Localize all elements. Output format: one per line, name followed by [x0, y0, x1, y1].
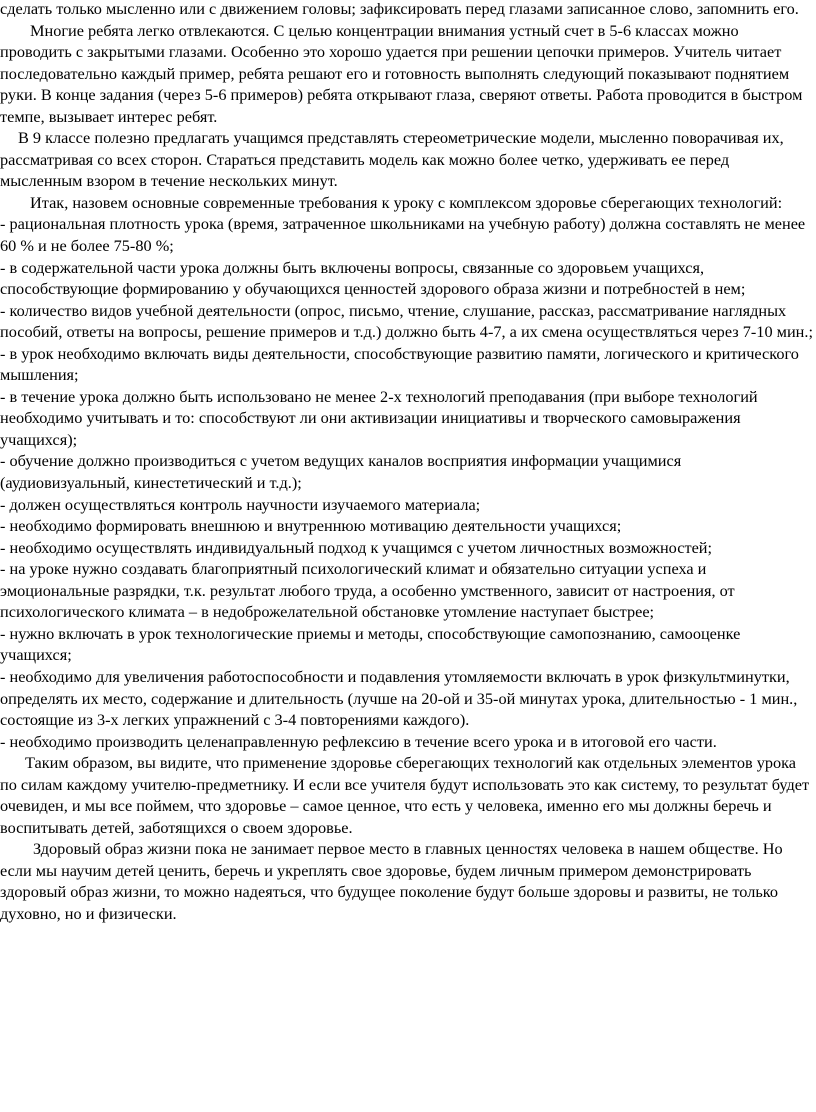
- paragraph-continuation: сделать только мысленно или с движением головы; зафиксировать перед глазами записанное слово, запомнить его.: [0, 0, 799, 18]
- list-item-memory-development: - в урок необходимо включать виды деятельности, способствующие развитию памяти, логического и критического мышления;: [0, 343, 799, 385]
- paragraph-conclusion: Таким образом, вы видите, что применение здоровье сберегающих технологий как отдельных элементов урока по силам каждому учителю-предметнику. И если все учителя будут использовать это как систему, то результат будет очевиден, и мы все поймем, что здоровье – самое ценное, что есть у человека, именно его мы должны беречь и воспитывать детей, заботящихся о своем здоровье.: [0, 753, 810, 837]
- list-item-reflection: - необходимо производить целенаправленную рефлексию в течение всего урока и в итоговой его части.: [0, 731, 717, 751]
- list-item-scientific-control: - должен осуществляться контроль научности изучаемого материала;: [0, 494, 481, 514]
- list-item-individual-approach: - необходимо осуществлять индивидуальный подход к учащимся с учетом личностных возможностей;: [0, 537, 713, 557]
- paragraph-stereometric-models: В 9 классе полезно предлагать учащимся представлять стереометрические модели, мысленно поворачивая их, рассматривая со всех сторон. Стараться представить модель как можно более четко, удерживать ее перед мысленным взором в течение нескольких минут.: [0, 128, 784, 191]
- paragraph-healthy-lifestyle: Здоровый образ жизни пока не занимает первое место в главных ценностях человека в нашем обществе. Но если мы научим детей ценить, беречь и укреплять свое здоровье, будем личным примером демонстрировать здоровый образ жизни, то можно надеяться, что будущее поколение будут больше здоровы и развиты, не только духовно, но и физически.: [0, 839, 783, 923]
- list-item-physical-minutes: - необходимо для увеличения работоспособности и подавления утомляемости включать в урок физкультминутки, определять их место, содержание и длительность (лучше на 20-ой и 35-ой минутах урока, длительностью - 1 мин., состоящие из 3-х легких упражнений с 3-4 повторениями каждого).: [0, 666, 798, 730]
- list-item-lesson-density: - рациональная плотность урока (время, затраченное школьниками на учебную работу) должна составлять не менее 60 % и не более 75-80 %;: [0, 214, 806, 256]
- list-item-self-knowledge: - нужно включать в урок технологические приемы и методы, способствующие самопознанию, самооценке учащихся;: [0, 623, 741, 665]
- list-item-psychological-climate: - на уроке нужно создавать благоприятный психологический климат и обязательно ситуации успеха и эмоциональные разрядки, т.к. результат любого труда, а особенно умственного, зависит от настроения, от психологического климата – в недоброжелательной обстановке утомление наступает быстрее;: [0, 559, 735, 622]
- paragraph-attention-focus: Многие ребята легко отвлекаются. С целью концентрации внимания устный счет в 5-6 классах можно проводить с закрытыми глазами. Особенно это хорошо удается при решении цепочки примеров. Учитель читает последовательно каждый пример, ребята решают его и готовность выполнять следующий показывают поднятием руки. В конце задания (через 5-6 примеров) ребята открывают глаза, сверяют ответы. Работа проводится в быстром темпе, вызывает интерес ребят.: [0, 20, 803, 126]
- list-item-activity-types: - количество видов учебной деятельности (опрос, письмо, чтение, слушание, рассказ, рассматривание наглядных пособий, ответы на вопросы, решение примеров и т.д.) должно быть 4-7, а их смена осуществляться через 7-10 мин.;: [0, 300, 813, 342]
- list-item-motivation: - необходимо формировать внешнюю и внутреннюю мотивацию деятельности учащихся;: [0, 516, 622, 536]
- list-item-teaching-technologies: - в течение урока должно быть использовано не менее 2-х технологий преподавания (при выборе технологий необходимо учитывать и то: способствуют ли они активизации инициативы и творческого самовыражения учащихся);: [0, 386, 758, 449]
- list-item-health-questions: - в содержательной части урока должны быть включены вопросы, связанные со здоровьем учащихся, способствующие формированию у обучающихся ценностей здорового образа жизни и потребностей в нем;: [0, 257, 746, 299]
- paragraph-requirements-intro: Итак, назовем основные современные требования к уроку с комплексом здоровье сберегающих технологий:: [30, 192, 783, 212]
- list-item-perception-channels: - обучение должно производиться с учетом ведущих каналов восприятия информации учащимися (аудиовизуальный, кинестетический и т.д.);: [0, 451, 682, 493]
